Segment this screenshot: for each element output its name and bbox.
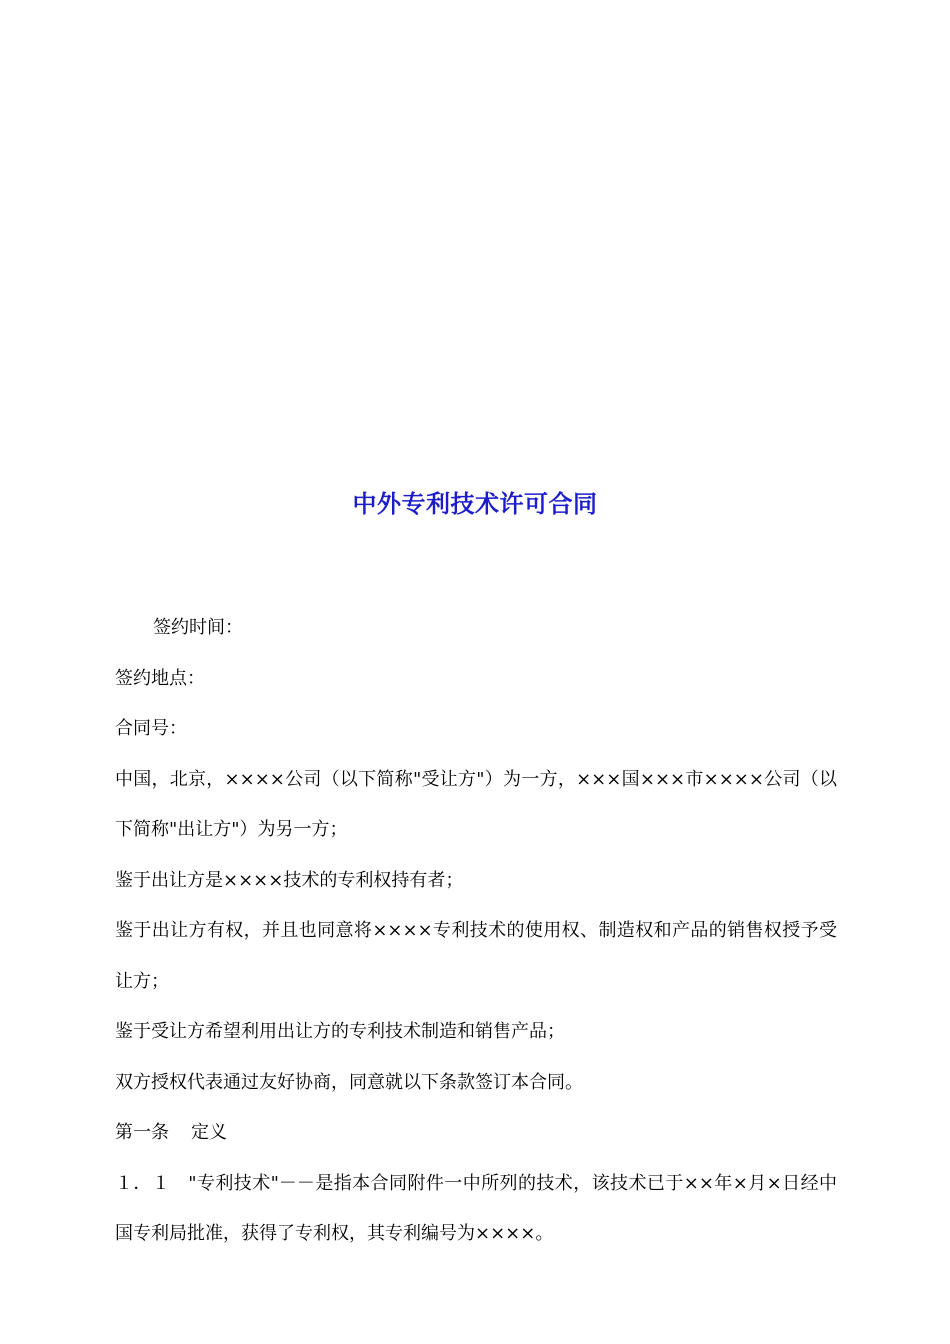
paragraph-whereas-2: 鉴于出让方有权，并且也同意将××××专利技术的使用权、制造权和产品的销售权授予受让方； (115, 920, 837, 992)
signing-time-field: 签约时间： (153, 617, 243, 638)
article-1-name: 定义 (191, 1122, 227, 1143)
signing-place-field: 签约地点： (115, 667, 205, 689)
article-1-number: 第一条 (115, 1122, 169, 1143)
paragraph-whereas-1: 鉴于出让方是××××技术的专利权持有者； (115, 869, 464, 891)
paragraph-whereas-3: 鉴于受让方希望利用出让方的专利技术制造和销售产品； (115, 1021, 565, 1042)
article-1-heading (115, 1108, 837, 1159)
document-title: 中外专利技术许可合同 (352, 490, 598, 518)
clause-1-1 (115, 1159, 837, 1260)
paragraph-parties: 中国，北京，××××公司（以下简称"受让方"）为一方，×××国×××市××××公司（以下简称"出让方"）为另一方； (115, 768, 837, 840)
document-body (115, 603, 837, 1260)
contract-number-field: 合同号： (115, 718, 187, 739)
clause-1-1-text: "专利技术"－－是指本合同附件一中所列的技术，该技术已于××年×月×日经中国专利局批准，获得了专利权，其专利编号为××××。 (115, 1172, 837, 1244)
paragraph-agreement: 双方授权代表通过友好协商，同意就以下条款签订本合同。 (115, 1071, 583, 1093)
clause-1-1-number: １．１ (115, 1172, 171, 1194)
